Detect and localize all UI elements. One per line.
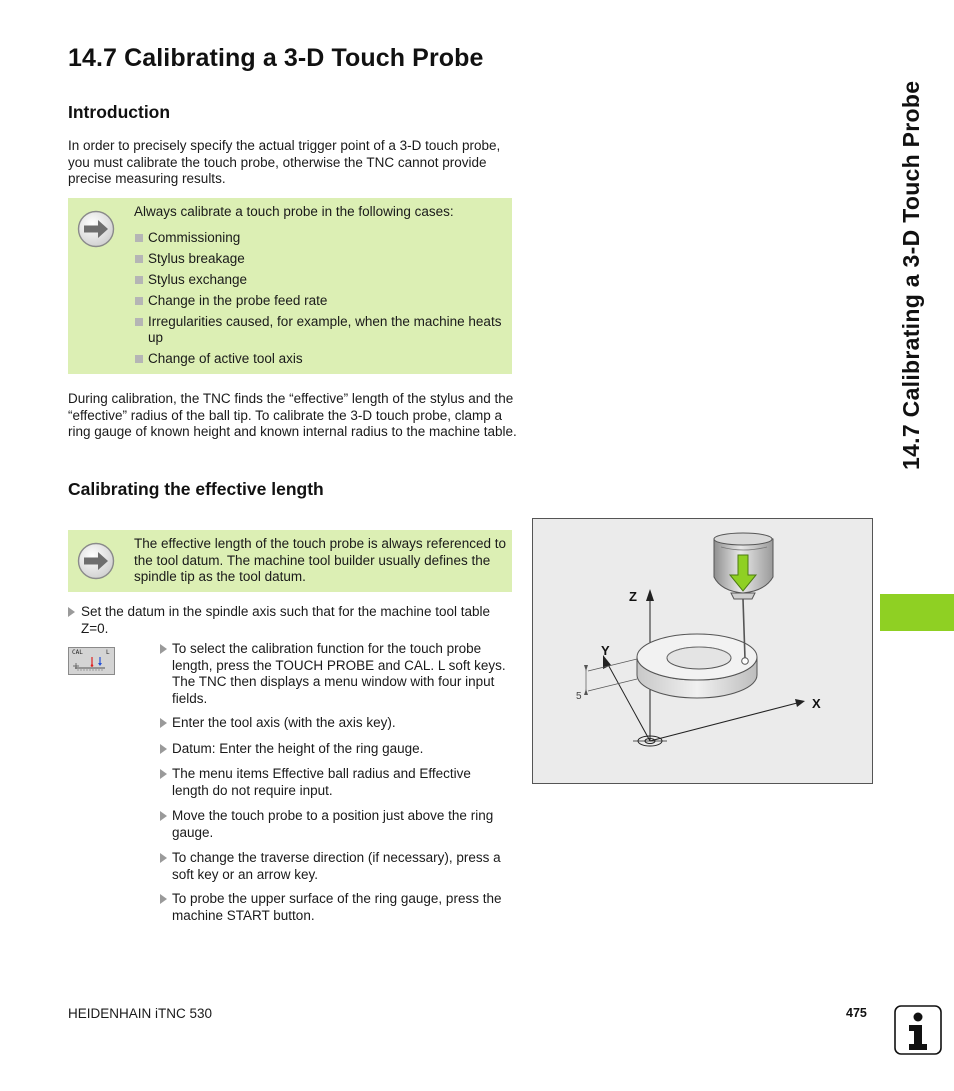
calibration-paragraph: During calibration, the TNC finds the “effective” length of the stylus and the “effective” radius of the ball tip. To calibrate the 3-D touch probe, clamp a ring gauge of known height and known internal radius to the machine table. bbox=[68, 391, 517, 439]
step-menu-items: The menu items Effective ball radius and Effective length do not require input. bbox=[172, 766, 471, 798]
step-arrow-icon bbox=[160, 718, 167, 728]
step-change-direction: To change the traverse direction (if necessary), press a soft key or an arrow key. bbox=[172, 850, 501, 882]
step-datum-height: Datum: Enter the height of the ring gauge. bbox=[172, 741, 424, 756]
bullet-square-icon bbox=[135, 255, 143, 263]
list-item: Irregularities caused, for example, when the machine heats up bbox=[134, 314, 506, 347]
step-set-datum: Set the datum in the spindle axis such that for the machine tool table Z=0. bbox=[81, 604, 490, 636]
note-text: The effective length of the touch probe is always referenced to the tool datum. The machine tool builder usually defines the spindle tip as the tool datum. bbox=[134, 536, 506, 584]
bullet-square-icon bbox=[135, 318, 143, 326]
list-item: Commissioning bbox=[134, 230, 506, 247]
info-icon bbox=[894, 1005, 942, 1055]
softkey-left-label: CAL bbox=[72, 649, 83, 656]
arrow-right-icon bbox=[77, 542, 115, 580]
axis-x-label: X bbox=[812, 696, 821, 711]
page-title: 14.7 Calibrating a 3-D Touch Probe bbox=[68, 44, 484, 72]
step-arrow-icon bbox=[160, 769, 167, 779]
page-number: 475 bbox=[846, 1006, 867, 1020]
step-arrow-icon bbox=[160, 644, 167, 654]
note-text bbox=[134, 204, 506, 372]
bullet-square-icon bbox=[135, 234, 143, 242]
calibration-cases-list bbox=[134, 230, 506, 368]
bullet-square-icon bbox=[135, 276, 143, 284]
list-item: Change in the probe feed rate bbox=[134, 293, 506, 310]
step-arrow-icon bbox=[68, 607, 75, 617]
calibration-figure bbox=[532, 518, 873, 784]
step-arrow-icon bbox=[160, 811, 167, 821]
introduction-paragraph: In order to precisely specify the actual trigger point of a 3-D touch probe, you must calibrate the touch probe, otherwise the TNC cannot provide precise measuring results. bbox=[68, 138, 501, 186]
dimension-label: 5 bbox=[576, 691, 582, 702]
axis-y-label: Y bbox=[601, 643, 610, 658]
introduction-heading: Introduction bbox=[68, 102, 171, 122]
step-arrow-icon bbox=[160, 894, 167, 904]
list-item: Stylus breakage bbox=[134, 251, 506, 268]
step-move-probe: Move the touch probe to a position just above the ring gauge. bbox=[172, 808, 494, 840]
effective-length-heading: Calibrating the effective length bbox=[68, 479, 324, 499]
step-enter-tool-axis: Enter the tool axis (with the axis key). bbox=[172, 715, 396, 730]
note-lead: Always calibrate a touch probe in the following cases: bbox=[134, 204, 454, 219]
step-arrow-icon bbox=[160, 853, 167, 863]
chapter-tab-marker bbox=[880, 594, 954, 631]
footer-product-name: HEIDENHAIN iTNC 530 bbox=[68, 1006, 213, 1021]
ring-gauge-diagram bbox=[533, 519, 872, 783]
list-item: Stylus exchange bbox=[134, 272, 506, 289]
step-select-calibration: To select the calibration function for the touch probe length, press the TOUCH PROBE and CAL. L soft keys. The TNC then displays a menu window with four input fields. bbox=[172, 641, 506, 706]
step-probe-surface: To probe the upper surface of the ring gauge, press the machine START button. bbox=[172, 891, 502, 923]
note-box-tool-datum bbox=[68, 530, 512, 592]
probe-symbol-icon bbox=[69, 648, 114, 674]
list-item: Change of active tool axis bbox=[134, 351, 506, 368]
arrow-right-icon bbox=[77, 210, 115, 248]
note-box-calibrate-cases bbox=[68, 198, 512, 374]
softkey-right-label: L bbox=[106, 649, 110, 656]
bullet-square-icon bbox=[135, 355, 143, 363]
cal-l-softkey-icon bbox=[68, 647, 115, 675]
bullet-square-icon bbox=[135, 297, 143, 305]
step-arrow-icon bbox=[160, 744, 167, 754]
axis-z-label: Z bbox=[629, 589, 637, 604]
